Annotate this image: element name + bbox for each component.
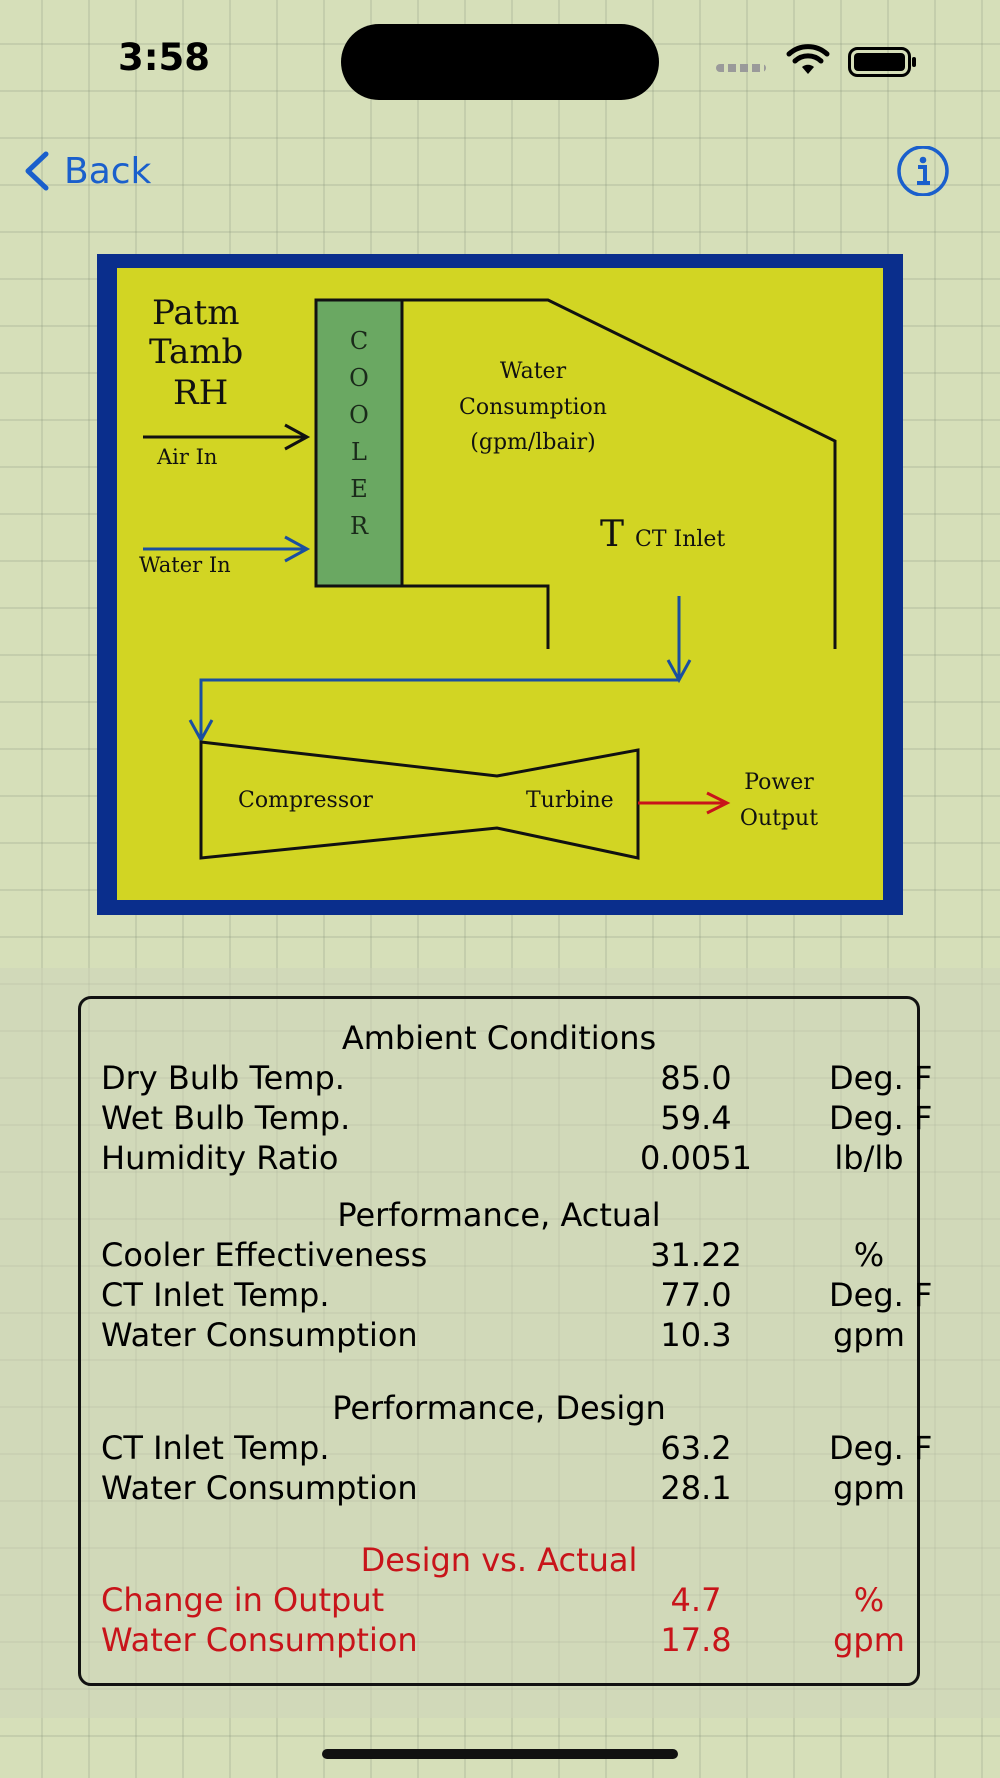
t-ct-inlet-subscript: CT Inlet	[635, 527, 726, 552]
home-indicator[interactable]	[322, 1749, 678, 1759]
row-value: 85.0	[660, 1059, 732, 1097]
row-value: 31.22	[650, 1236, 742, 1274]
row-unit: lb/lb	[834, 1139, 904, 1177]
rh-label: RH	[173, 373, 229, 413]
status-time: 3:58	[118, 36, 211, 79]
row-value: 4.7	[670, 1581, 722, 1619]
row-unit: Deg. F	[829, 1059, 933, 1097]
row-value: 28.1	[660, 1469, 732, 1507]
chevron-left-icon	[22, 150, 52, 192]
turbine-label: Turbine	[526, 788, 614, 813]
row-label: Water Consumption	[101, 1621, 418, 1659]
row-label: Dry Bulb Temp.	[101, 1059, 345, 1097]
result-row	[81, 1621, 917, 1661]
result-row	[81, 1581, 917, 1621]
result-row	[81, 1059, 933, 1099]
result-row	[81, 1139, 917, 1179]
section-title-ambient: Ambient Conditions	[341, 1019, 657, 1057]
row-value: 59.4	[660, 1099, 732, 1137]
row-unit: gpm	[833, 1316, 905, 1354]
power-output-label: Power	[744, 770, 814, 795]
compressor-label: Compressor	[238, 788, 373, 813]
row-value: 0.0051	[640, 1139, 752, 1177]
row-unit: gpm	[833, 1469, 905, 1507]
cooler-letter: R	[349, 512, 369, 540]
row-unit: Deg. F	[829, 1429, 933, 1467]
section-title-comparison: Design vs. Actual	[360, 1541, 638, 1579]
status-bar	[0, 0, 1000, 120]
water-in-label: Water In	[139, 553, 231, 577]
cooler-letter: C	[349, 327, 369, 355]
tamb-label: Tamb	[149, 332, 244, 372]
row-value: 77.0	[660, 1276, 732, 1314]
back-label: Back	[64, 150, 152, 192]
row-label: CT Inlet Temp.	[101, 1276, 330, 1314]
air-in-label: Air In	[157, 445, 218, 469]
water-consumption-label: (gpm/lbair)	[470, 430, 596, 455]
dynamic-island	[341, 24, 659, 100]
row-unit: Deg. F	[829, 1276, 933, 1314]
row-label: Water Consumption	[101, 1469, 418, 1507]
cooler-letter: L	[351, 438, 367, 466]
row-value: 63.2	[660, 1429, 732, 1467]
back-button[interactable]	[22, 146, 151, 196]
cooler-letter: E	[350, 475, 368, 503]
row-unit: Deg. F	[829, 1099, 933, 1137]
row-value: 17.8	[660, 1621, 732, 1659]
section-title-design: Performance, Design	[332, 1389, 666, 1427]
water-consumption-label: Water	[499, 359, 567, 384]
row-label: Cooler Effectiveness	[101, 1236, 428, 1274]
result-row	[81, 1099, 933, 1139]
result-row	[81, 1236, 917, 1276]
signal-dots-icon	[716, 64, 766, 72]
cooler-letter: O	[349, 364, 369, 392]
t-ct-inlet-symbol: T	[600, 514, 625, 555]
battery-icon	[848, 47, 918, 77]
patm-label: Patm	[152, 293, 240, 333]
row-label: Change in Output	[101, 1581, 385, 1619]
cooler-letter: O	[349, 401, 369, 429]
row-value: 10.3	[660, 1316, 732, 1354]
row-label: Humidity Ratio	[101, 1139, 339, 1177]
wifi-icon	[786, 44, 830, 76]
section-title-actual: Performance, Actual	[337, 1196, 661, 1234]
row-label: Water Consumption	[101, 1316, 418, 1354]
row-label: CT Inlet Temp.	[101, 1429, 330, 1467]
result-row	[81, 1316, 917, 1356]
results-card	[78, 996, 933, 1686]
row-unit: %	[853, 1581, 885, 1619]
cooler-schematic-diagram	[97, 254, 903, 915]
info-icon[interactable]	[895, 146, 951, 196]
result-row	[81, 1276, 933, 1316]
result-row	[81, 1469, 917, 1509]
result-row	[81, 1429, 933, 1469]
water-consumption-label: Consumption	[459, 395, 607, 420]
row-unit: %	[853, 1236, 885, 1274]
row-label: Wet Bulb Temp.	[101, 1099, 351, 1137]
power-output-label: Output	[739, 806, 819, 831]
row-unit: gpm	[833, 1621, 905, 1659]
